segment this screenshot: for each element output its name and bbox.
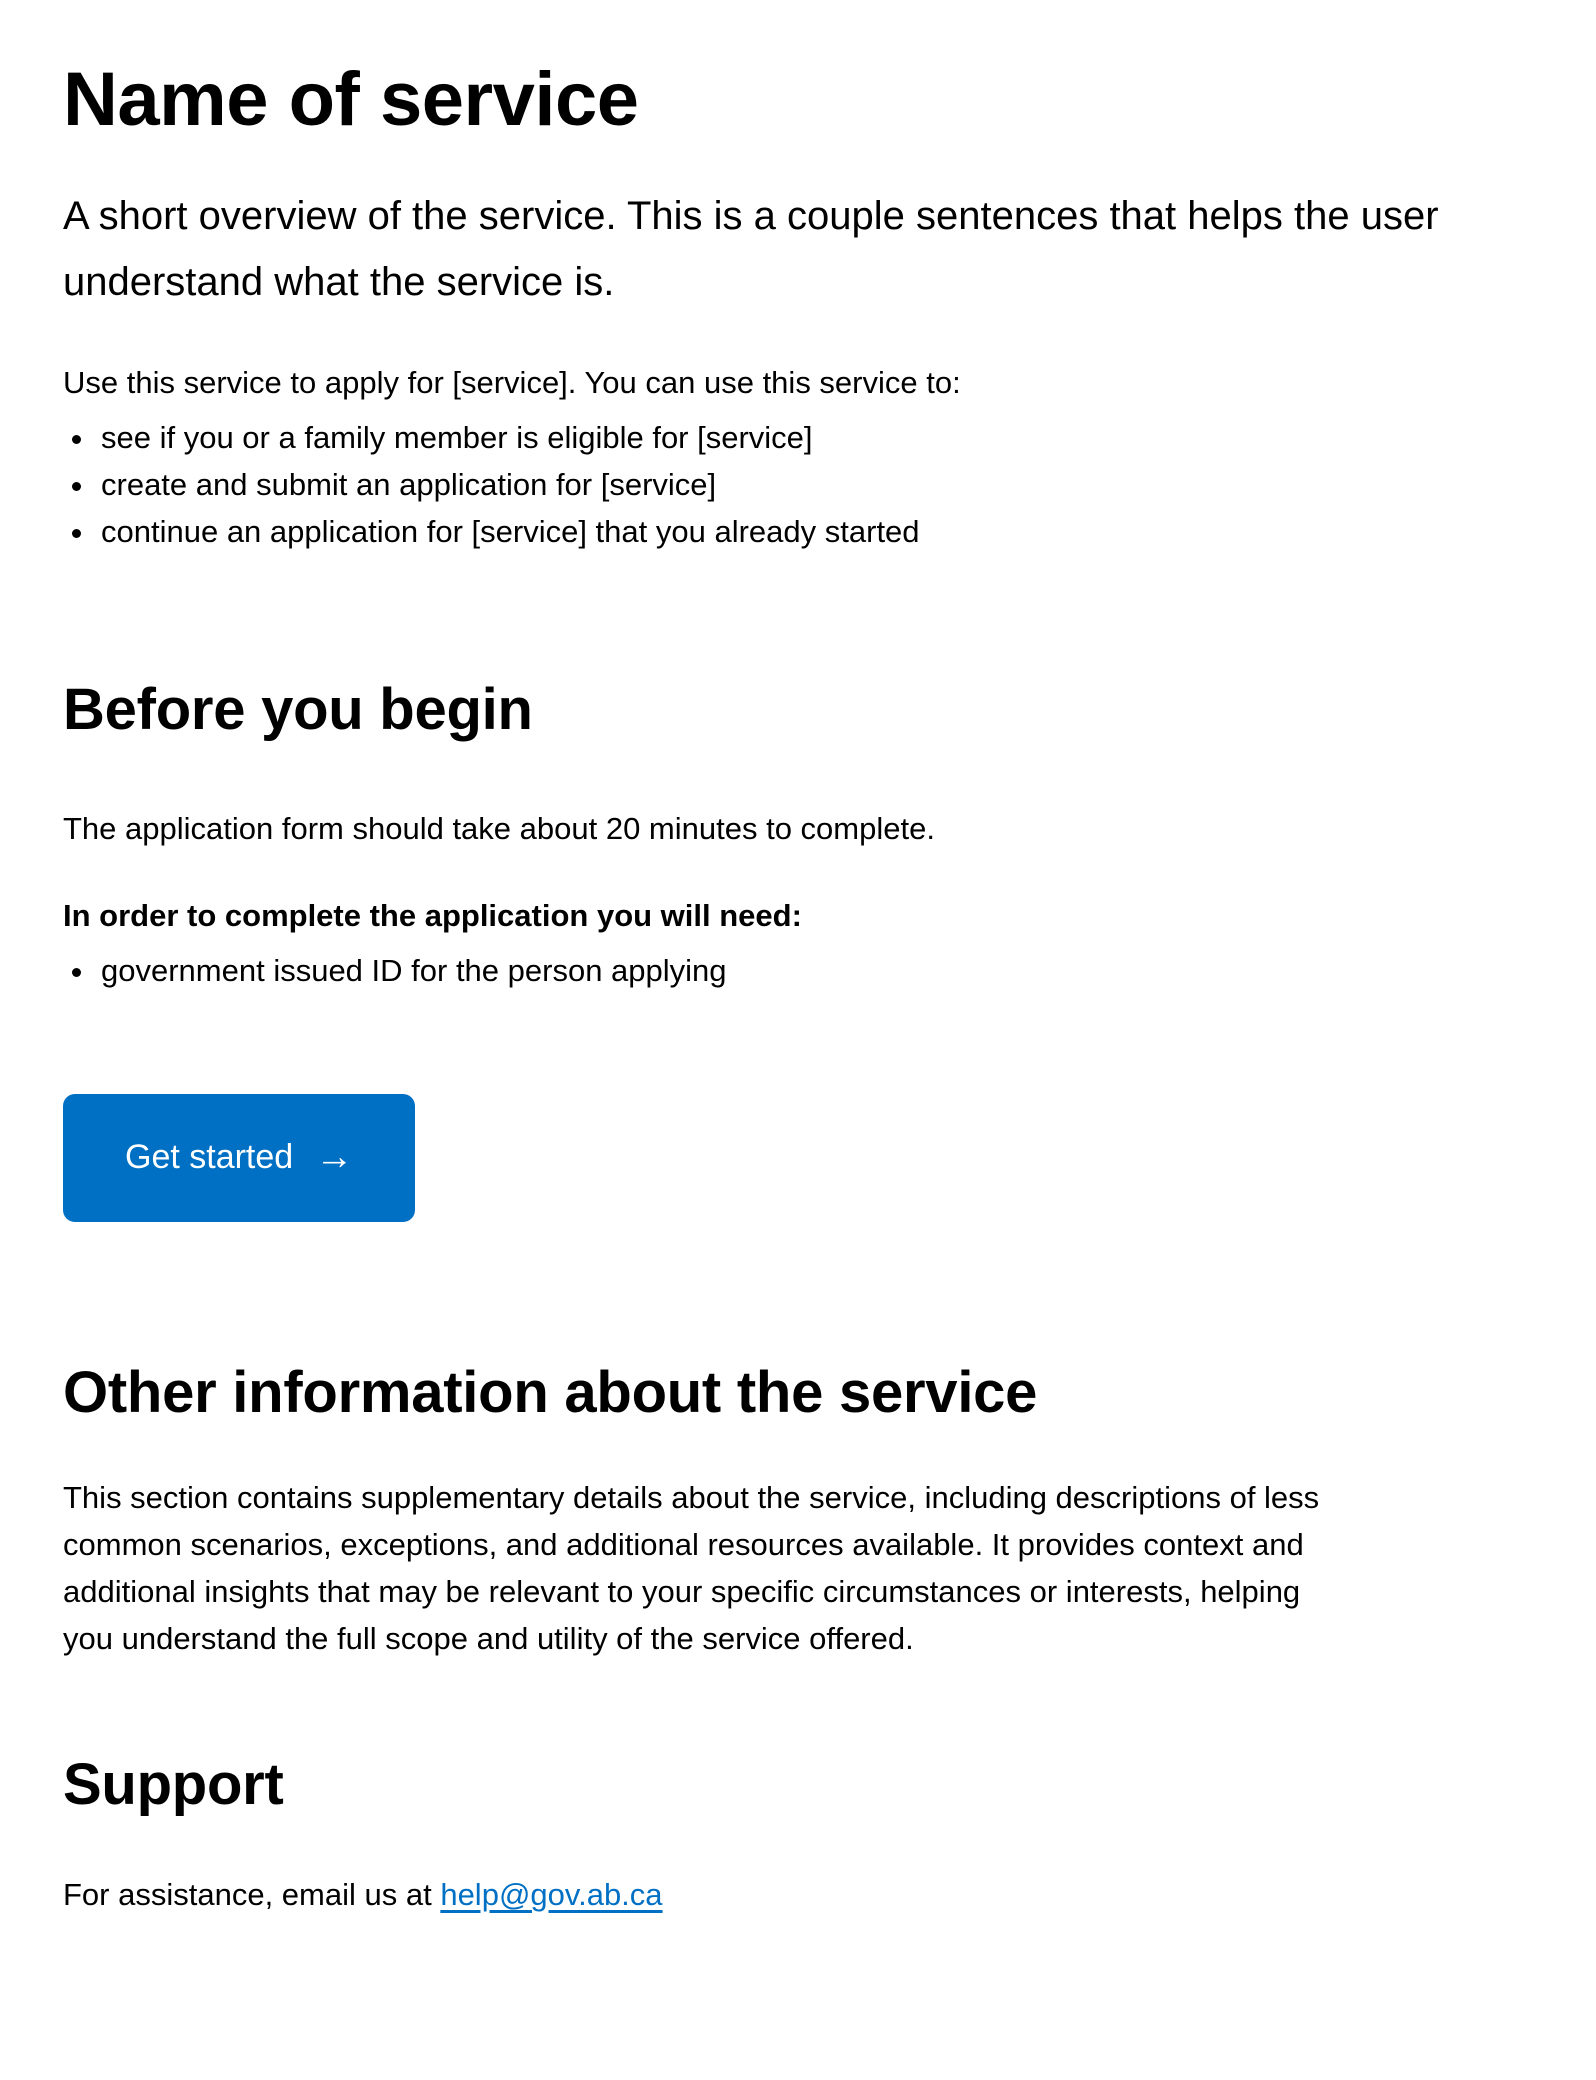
requirements-list <box>63 947 1533 994</box>
list-item: • continue an application for [service] that you already started <box>97 508 1533 555</box>
list-item: • government issued ID for the person applying <box>97 947 1533 994</box>
list-item: • see if you or a family member is eligible for [service] <box>97 414 1533 461</box>
get-started-row <box>63 994 1533 1222</box>
service-overview-text: A short overview of the service. This is a couple sentences that helps the user understand what the service is. <box>63 194 1439 305</box>
get-started-button[interactable] <box>63 1094 415 1222</box>
support-heading: Support <box>63 1751 284 1817</box>
arrow-right-icon: → <box>315 1135 354 1178</box>
support-text <box>63 1871 1533 1918</box>
support-email-link[interactable]: help@gov.ab.ca <box>440 1877 663 1913</box>
other-information-text: This section contains supplementary details about the service, including descriptions of less common scenarios, exceptions, and additional resources available. It provides context and additional insights that may be relevant to your specific circumstances or interests, helping you understand the full scope and utility of the service offered. <box>63 1479 1320 1656</box>
other-information-heading: Other information about the service <box>63 1359 1038 1425</box>
service-overview-page <box>0 56 1596 1972</box>
support-text-prefix: For assistance, email us at <box>63 1877 441 1913</box>
requirements-label: In order to complete the application you will need: <box>63 897 802 933</box>
get-started-label: Get started <box>125 1138 294 1177</box>
list-item: • create and submit an application for [service] <box>97 461 1533 508</box>
page-title: Name of service <box>63 57 639 142</box>
time-estimate-text: The application form should take about 20 minutes to complete. <box>63 810 935 846</box>
service-uses-list <box>63 414 1533 555</box>
before-you-begin-heading: Before you begin <box>63 677 533 743</box>
service-intro-text: Use this service to apply for [service]. You can use this service to: <box>63 365 961 401</box>
